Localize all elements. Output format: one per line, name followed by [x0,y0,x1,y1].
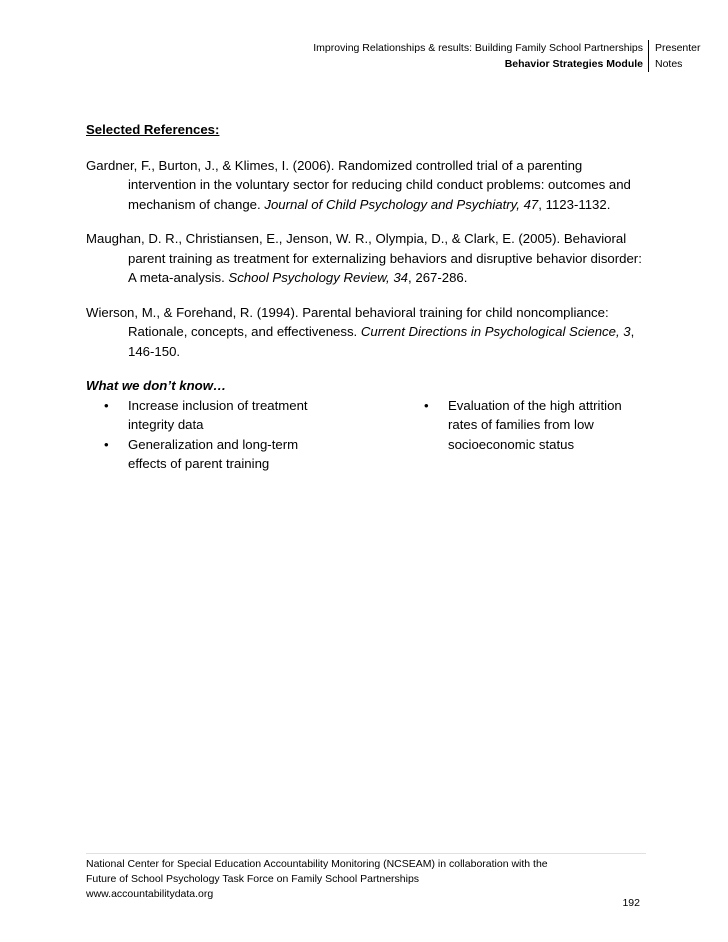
running-header [230,40,643,72]
unknown-left-column [86,396,366,474]
reference-item: Maughan, D. R., Christiansen, E., Jenson, W. R., Olympia, D., & Clark, E. (2005). Behavioral parent training as treatment for externalizing behaviors and disruptive behavior disorder: A meta-analysis. School Psychology Review, 34, 267-286. [86,231,642,285]
header-divider [648,40,649,72]
footer-url: www.accountabilitydata.org [86,888,214,900]
unknown-right-column [366,396,646,474]
page-footer [86,857,548,902]
references-heading: Selected References: [86,122,220,137]
reference-item: Wierson, M., & Forehand, R. (1994). Parental behavioral training for child noncompliance: Rationale, concepts, and effectiveness. Current Directions in Psychological Science, 3, 146-150. [86,304,635,359]
unknown-heading: What we don’t know… [86,378,227,393]
unknown-columns [86,396,646,474]
footer-line: National Center for Special Education Accountability Monitoring (NCSEAM) in collaboration with the [86,858,548,870]
header-notes: Notes [655,58,683,70]
list-item: • Evaluation of the high attrition rates of families from low socioeconomic status [406,396,648,455]
header-module: Behavior Strategies Module [504,58,643,70]
page-content [86,120,646,474]
footer-line: Future of School Psychology Task Force on Family School Partnerships [86,873,420,885]
list-item: • Increase inclusion of treatment integrity data [86,396,328,435]
reference-item: Gardner, F., Burton, J., & Klimes, I. (2006). Randomized controlled trial of a parenting intervention in the voluntary sector for reducing child conduct problems: outcomes and mechanism of change. Journal of Child Psychology and Psychiatry, 47, 1123-1132. [86,157,631,212]
header-title: Improving Relationships & results: Building Family School Partnerships [313,42,643,54]
header-presenter: Presenter [655,42,701,54]
header-side-label [655,40,701,72]
page-number: 192 [622,897,640,909]
list-item: • Generalization and long-term effects of parent training [86,435,328,474]
footer-divider [86,853,646,854]
